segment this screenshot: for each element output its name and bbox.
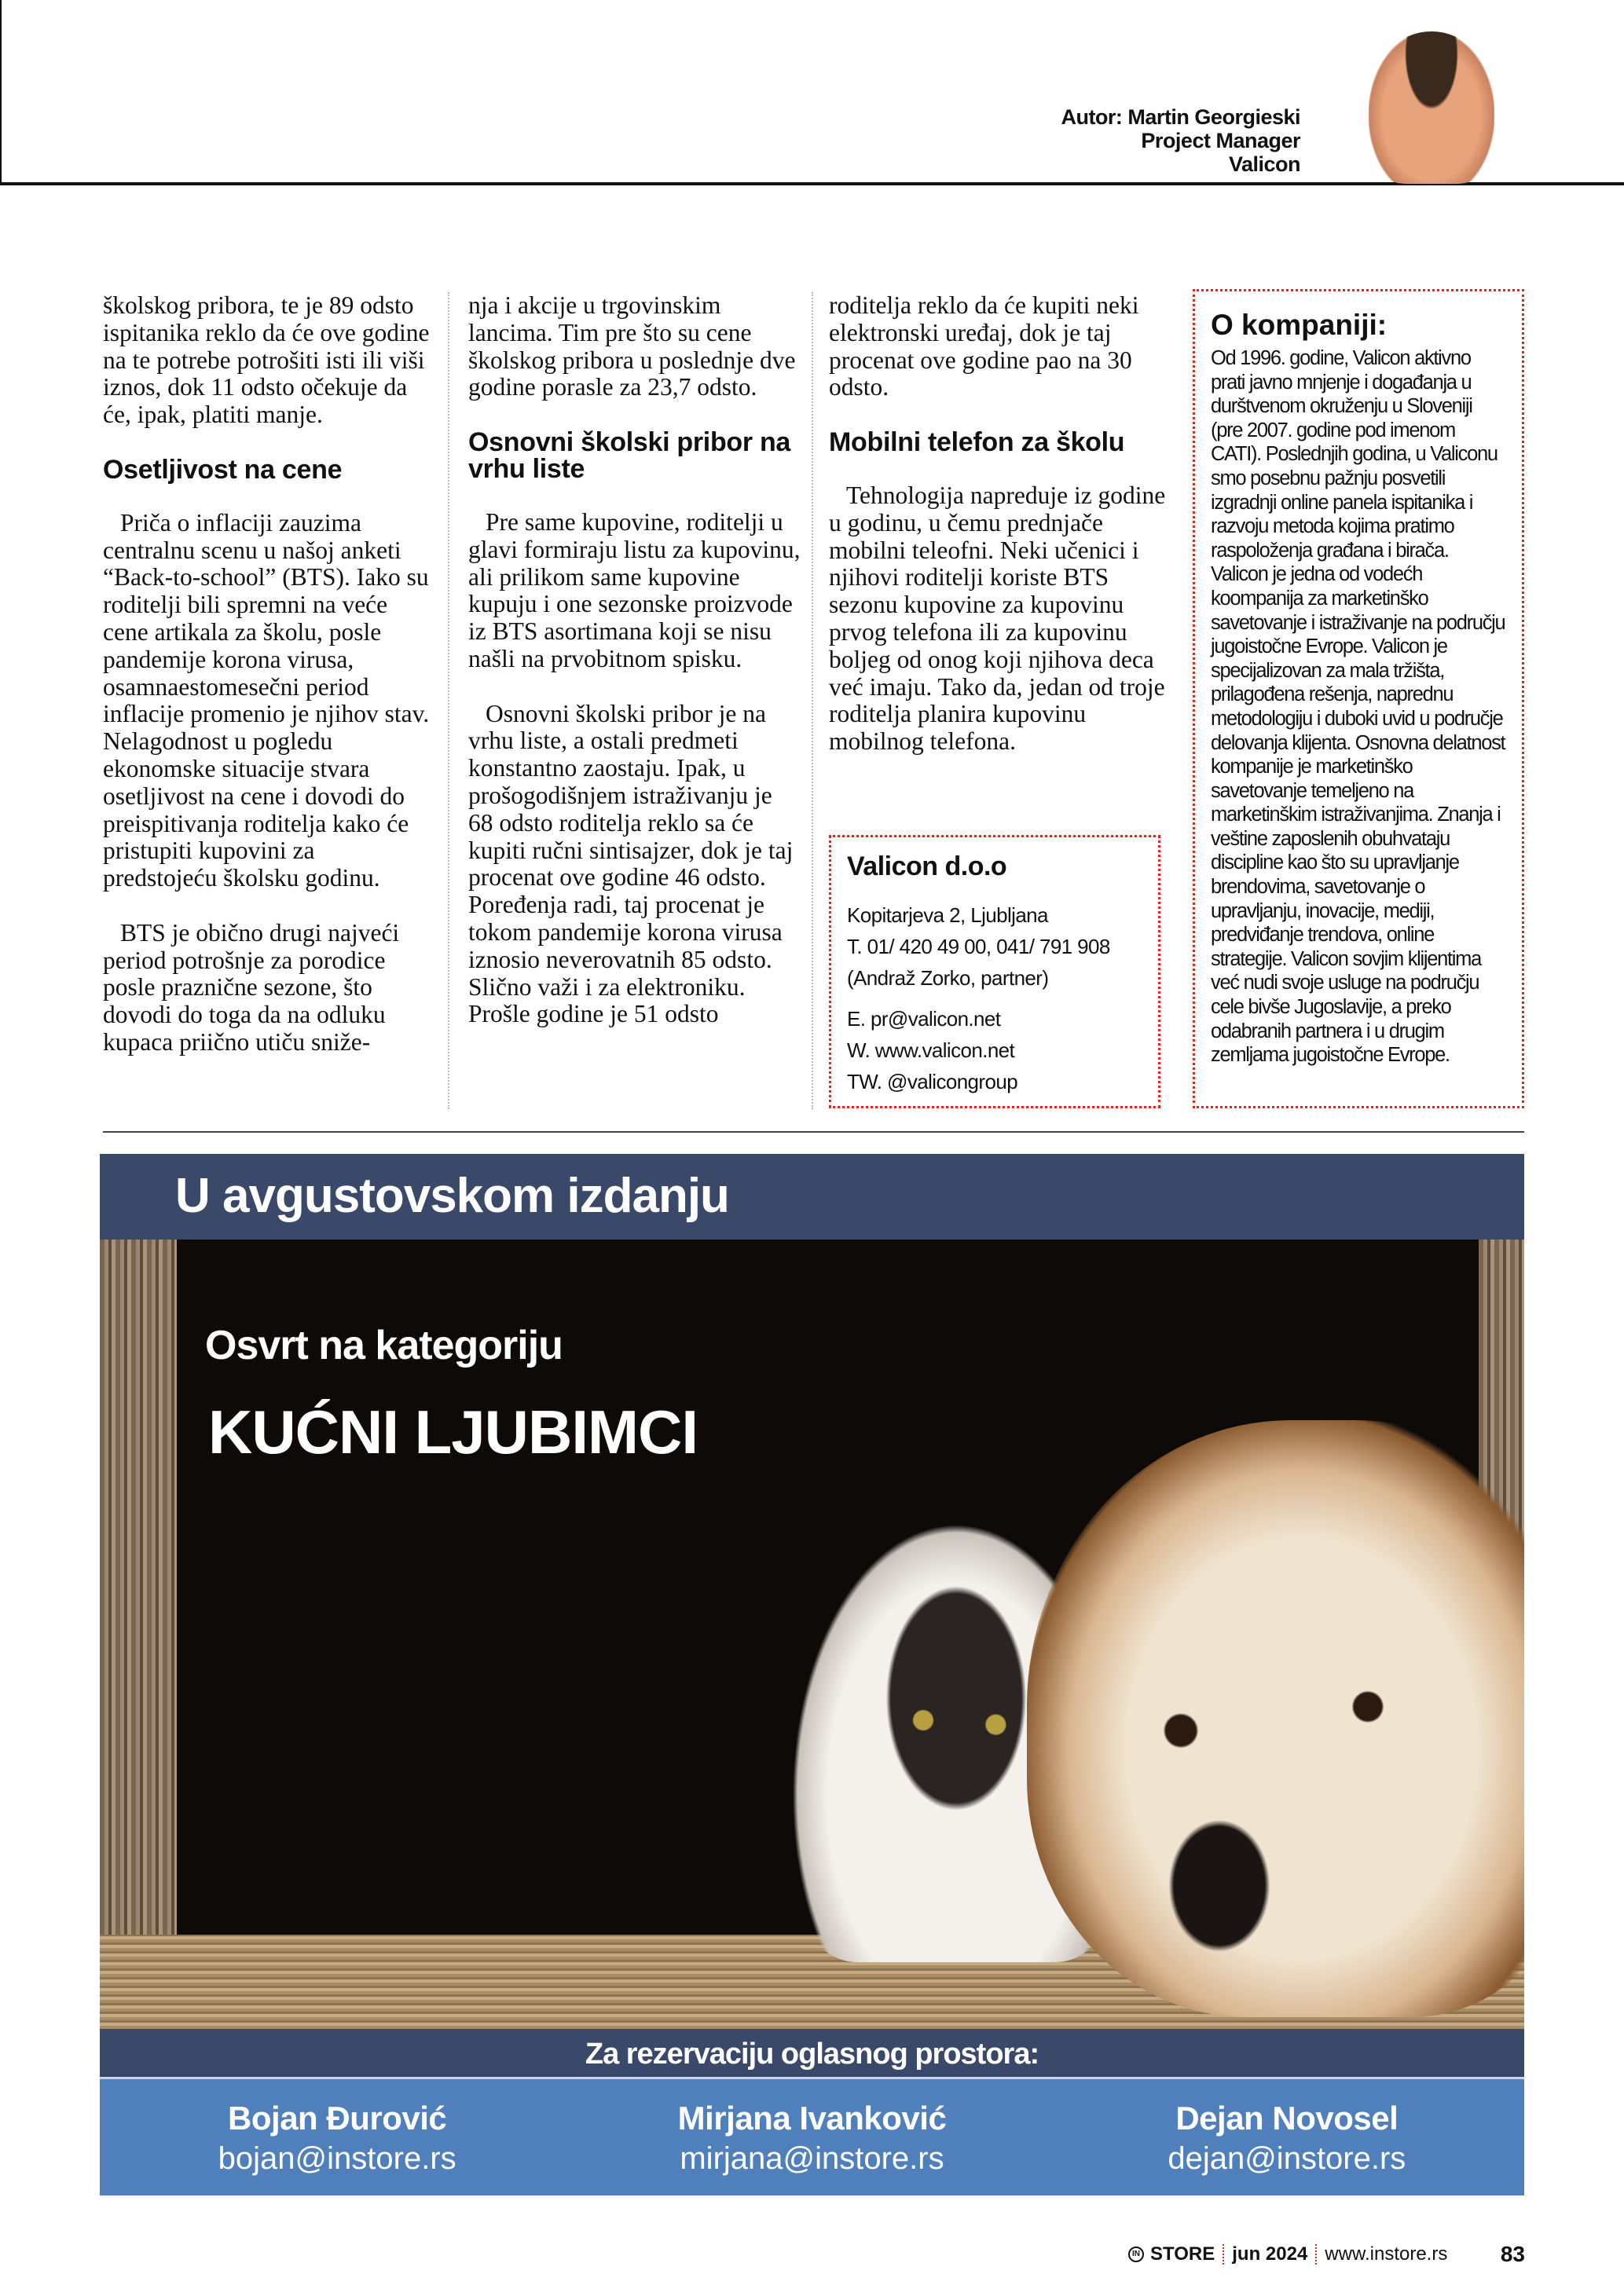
contact-card (1050, 2098, 1524, 2195)
author-photo (1369, 31, 1494, 184)
subheading: Osnovni školski pribor na vrhu liste (468, 427, 791, 484)
contact-name: Mirjana Ivanković (677, 2100, 947, 2137)
paragraph: Osnovni školski pribor je na vrhu liste, a ostali predmeti konstantno zaostaju. Ipak, u prošogodišnjem istraživanju je 68 odsto roditelja reklo sa će kupiti ručni sintisajzer, dok je taj procenat ove godine 46 odsto. Poređenja radi, taj procenat je tokom pandemije korona virusa iznosio neverovatnih 85 odsto. Slično važi i za elektroniku. Prošle godine je 51 odsto (468, 699, 794, 1028)
subheading: Osetljivost na cene (103, 454, 343, 485)
about-company-box (1193, 289, 1524, 1108)
author-company: Valicon (1228, 152, 1300, 176)
paragraph: Tehnologija napreduje iz godine u godinu, u čemu prednjače mobilni teleofni. Neki učenici i njihovi roditelji koriste BTS sezonu kupovine za kupovinu prvog telefona ili za kupovinu boljeg od onog koji njihova deca već imaju. Tako da, jedan od troje roditelja planira kupovinu mobilnog telefona. (829, 481, 1166, 756)
sales-contacts (100, 2079, 1524, 2195)
address: Kopitarjeva 2, Ljubljana (847, 903, 1048, 927)
paragraph: roditelja reklo da će kupiti neki elektronski uređaj, dok je taj procenat ove godine pao na 30 odsto. (829, 291, 1139, 401)
column-divider (448, 292, 449, 1109)
separator (1223, 2244, 1224, 2265)
contact-card (574, 2098, 1049, 2195)
box-title: O kompaniji: (1211, 309, 1388, 341)
article-column-3 (829, 292, 1167, 783)
left-border (0, 0, 2, 185)
separator (1315, 2244, 1317, 2265)
banner-subtitle: Osvrt na kategoriju (205, 1323, 563, 1368)
author-name: Autor: Martin Georgieski (1061, 105, 1300, 129)
website: W. www.valicon.net (847, 1038, 1015, 1062)
contact-name: Dejan Novosel (1175, 2100, 1399, 2137)
banner-category: KUĆNI LJUBIMCI (208, 1397, 698, 1467)
valicon-contact-box (829, 835, 1160, 1108)
phone: T. 01/ 420 49 00, 041/ 791 908 (847, 935, 1110, 958)
author-byline (1061, 105, 1300, 176)
instore-logo-icon: IN (1128, 2247, 1144, 2262)
ad-banner (100, 1154, 1524, 2195)
dog-image (1027, 1420, 1524, 2017)
paragraph: školskog pribora, te je 89 odsto ispitanika reklo da će ove godine na te potrebe potrošiti isti ili viši iznos, dok 11 odsto očekuje da će, ipak, platiti manje. (103, 291, 430, 429)
author-role: Project Manager (1141, 129, 1300, 152)
section-rule (103, 1131, 1524, 1133)
paragraph: Priča o inflaciji zauzima centralnu scenu u našoj anketi “Back-to-school” (BTS). Iako su roditelji bili spremni na veće cene artikala za školu, posle pandemije korona virusa, osamnaestomesečni period inflacije promenio je njihov stav. Nelagodnost u pogledu ekonomske situacije stvara osetljivost na cene i dovodi do preispitivanja roditelja kako će pristupiti kupovini za predstojeću školsku godinu. (103, 508, 430, 892)
wood-frame-left (100, 1240, 177, 2029)
issue-date: jun 2024 (1232, 2243, 1308, 2265)
subheading: Mobilni telefon za školu (829, 427, 1125, 457)
contact-person: (Andraž Zorko, partner) (847, 966, 1049, 990)
page-number: 83 (1500, 2242, 1525, 2266)
website-link[interactable]: www.instore.rs (1325, 2243, 1448, 2265)
twitter: TW. @valicongroup (847, 1070, 1018, 1093)
page-footer (1128, 2239, 1525, 2270)
contact-card (100, 2098, 574, 2195)
contact-name: Bojan Đurović (228, 2100, 447, 2137)
banner-header: U avgustovskom izdanju (100, 1154, 1524, 1240)
box-title: Valicon d.o.o (847, 851, 1007, 881)
pets-photo (100, 1240, 1524, 2029)
paragraph: BTS je obično drugi najveći period potrošnje za porodice posle praznične sezone, što dovodi do toga da na odluku kupaca priično utiču sniže- (103, 918, 400, 1056)
company-description: Od 1996. godine, Valicon aktivno prati javno mnjenje i događanja u durštvenom okruženju u Sloveniji (pre 2007. godine pod imenom CATI). Poslednjih godina, u Valiconu smo posebnu pažnju posvetili izgradnji online panela ispitanika i razvoju metoda kojima pratimo raspoloženja građana i birača. Valicon je jedna od vodećh koompanija za marketinško savetovanje i istraživanje na području jugoistočne Evrope. Valicon je specijalizovan za mala tržišta, prilagođena rešenja, naprednu metodologiju i duboki uvid u područje delovanja klijenta. Osnovna delatnost kompanije je marketinško savetovanje temeljeno na marketinškim istraživanjima. Znanja i veštine zaposlenih obuhvataju discipline kao što su upravljanje brendovima, savetovanje o upravljanju, inovacije, mediji, predviđanje trendova, online strategije. Valicon sovjim klijentima već nudi svoje usluge na području cele bivše Jugoslavije, a preko odabranih partnera i u drugim zemljama jugoistočne Evrope. (1211, 347, 1505, 1067)
paragraph: Pre same kupovine, roditelji u glavi formiraju listu za kupovinu, ali prilikom same kupovine kupuju i one sezonske proizvode iz BTS asortimana koji se nisu našli na prvobitnom spisku. (468, 507, 801, 672)
reservation-heading: Za rezervaciju oglasnog prostora: (100, 2029, 1524, 2079)
email: E. pr@valicon.net (847, 1007, 1001, 1031)
article-column-2 (468, 292, 802, 1056)
contact-email[interactable]: mirjana@instore.rs (680, 2141, 944, 2176)
contact-email[interactable]: bojan@instore.rs (218, 2141, 456, 2176)
article-column-1 (103, 292, 433, 1084)
paragraph: nja i akcije u trgovinskim lancima. Tim pre što su cene školskog pribora u poslednje dve godine porasle za 23,7 odsto. (468, 291, 796, 401)
column-divider (812, 292, 813, 1109)
contact-email[interactable]: dejan@instore.rs (1168, 2141, 1406, 2176)
magazine-logo: STORE (1150, 2243, 1215, 2265)
header-rule (0, 182, 1624, 185)
